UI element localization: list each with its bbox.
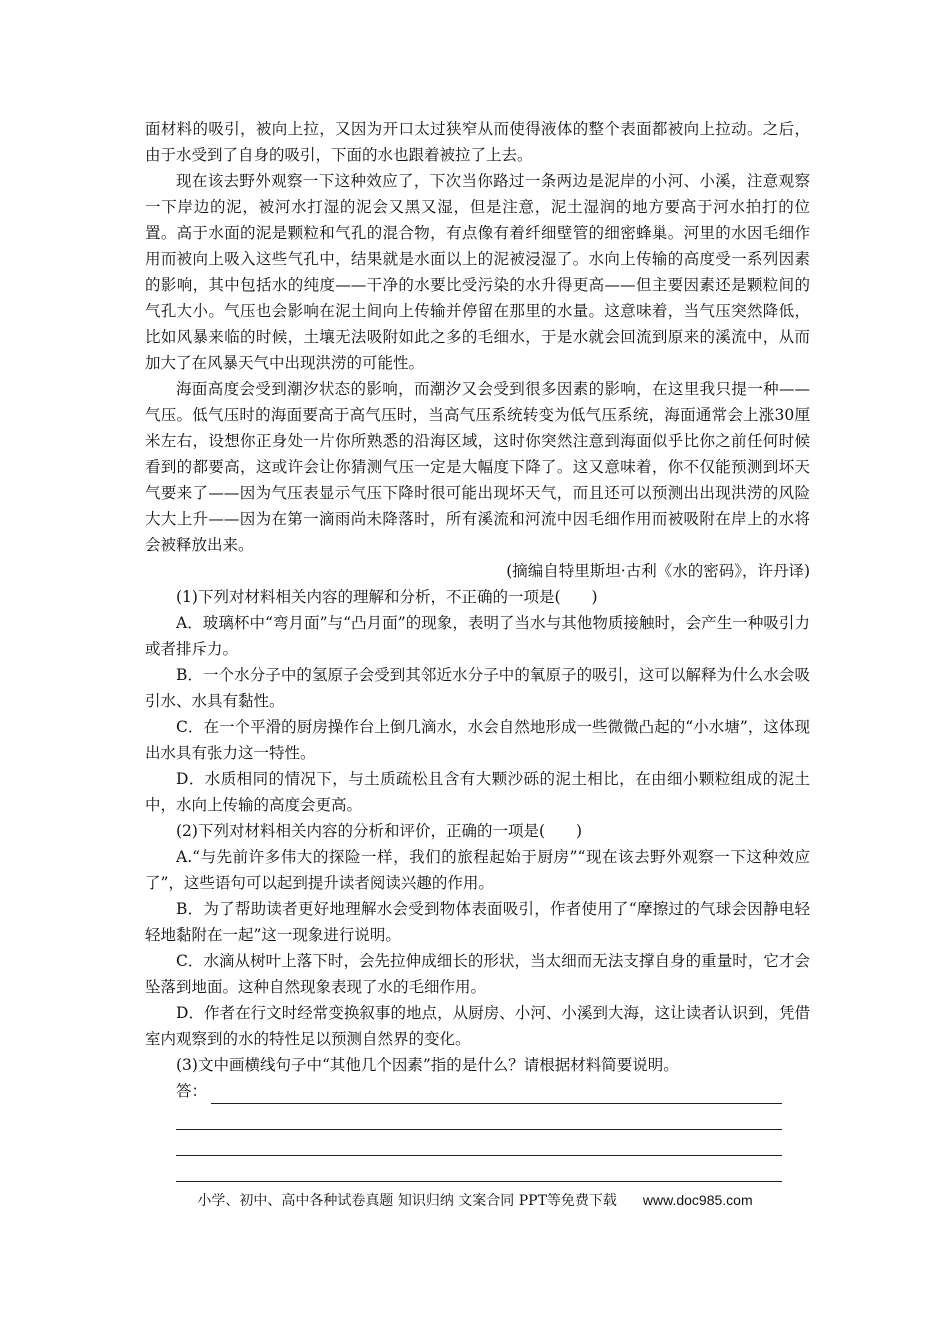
answer-underline bbox=[211, 1084, 782, 1104]
question-1-option-b: B．一个水分子中的氢原子会受到其邻近水分子中的氧原子的吸引，这可以解释为什么水会吸引水、水具有黏性。 bbox=[145, 666, 810, 710]
passage-paragraph-2: 现在该去野外观察一下这种效应了，下次当你路过一条两边是泥岸的小河、小溪，注意观察一下岸边的泥，被河水打湿的泥会又黑又湿，但是注意，泥土湿润的地方要高于河水拍打的位置。高于水面的泥是颗粒和气孔的混合物，有点像有着纤细壁管的细密蜂巢。河里的水因毛细作用而被向上吸入这些气孔中，结果就是水面以上的泥被浸湿了。水向上传输的高度受一系列因素的影响，其中包括水的纯度——干净的水要比受污染的水升得更高——但主要因素还是颗粒间的气孔大小。气压也会影响在泥土间向上传输并停留在那里的水量。这意味着，当气压突然降低，比如风暴来临的时候，土壤无法吸附如此之多的毛细水，于是水就会回流到原来的溪流中，从而加大了在风暴天气中出现洪涝的可能性。 bbox=[145, 172, 810, 372]
question-3-stem: (3)文中画横线句子中“其他几个因素”指的是什么？请根据材料简要说明。 bbox=[176, 1056, 679, 1074]
answer-line-1 bbox=[176, 1078, 810, 1104]
source-citation: (摘编自特里斯坦·古利《水的密码》，许丹译) bbox=[506, 562, 810, 580]
answer-label: 答： bbox=[176, 1082, 208, 1100]
footer-text: 小学、初中、高中各种试卷真题 知识归纳 文案合同 PPT等免费下载 bbox=[197, 1193, 617, 1209]
question-2-option-d: D．作者在行文时经常变换叙事的地点，从厨房、小河、小溪到大海，这让读者认识到，凭借室内观察到的水的特性足以预测自然界的变化。 bbox=[145, 1004, 810, 1048]
page-footer bbox=[0, 1190, 950, 1210]
question-1-stem: (1)下列对材料相关内容的理解和分析，不正确的一项是( ) bbox=[176, 588, 598, 606]
answer-line-2 bbox=[176, 1104, 782, 1130]
question-1-option-a: A．玻璃杯中“弯月面”与“凸月面”的现象，表明了当水与其他物质接触时，会产生一种吸引力或者排斥力。 bbox=[145, 614, 810, 658]
question-2-stem: (2)下列对材料相关内容的分析和评价，正确的一项是( ) bbox=[176, 822, 583, 840]
question-1-option-d: D．水质相同的情况下，与土质疏松且含有大颗沙砾的泥土相比，在由细小颗粒组成的泥土中，水向上传输的高度会更高。 bbox=[145, 770, 810, 814]
question-2-option-b: B．为了帮助读者更好地理解水会受到物体表面吸引，作者使用了“摩擦过的气球会因静电轻轻地黏附在一起”这一现象进行说明。 bbox=[145, 900, 810, 944]
answer-line-4 bbox=[176, 1156, 782, 1182]
question-2-option-a: A.“与先前许多伟大的探险一样，我们的旅程起始于厨房”“现在该去野外观察一下这种效应了”，这些语句可以起到提升读者阅读兴趣的作用。 bbox=[145, 848, 810, 892]
answer-line-3 bbox=[176, 1130, 782, 1156]
passage-paragraph-3: 海面高度会受到潮汐状态的影响，而潮汐又会受到很多因素的影响，在这里我只提一种——气压。低气压时的海面要高于高气压时，当高气压系统转变为低气压系统，海面通常会上涨30厘米左右，设想你正身处一片你所熟悉的沿海区域，这时你突然注意到海面似乎比你之前任何时候看到的都要高，这或许会让你猜测气压一定是大幅度下降了。这又意味着，你不仅能预测到坏天气要来了——因为气压表显示气压下降时很可能出现坏天气，而且还可以预测出出现洪涝的风险大大上升——因为在第一滴雨尚未降落时，所有溪流和河流中因毛细作用而被吸附在岸上的水将会被释放出来。 bbox=[145, 380, 810, 554]
passage-paragraph-1: 面材料的吸引，被向上拉，又因为开口太过狭窄从而使得液体的整个表面都被向上拉动。之后，由于水受到了自身的吸引，下面的水也跟着被拉了上去。 bbox=[145, 120, 810, 164]
question-2-option-c: C．水滴从树叶上落下时，会先拉伸成细长的形状，当太细而无法支撑自身的重量时，它才会坠落到地面。这种自然现象表现了水的毛细作用。 bbox=[145, 952, 810, 996]
footer-url: www.doc985.com bbox=[642, 1192, 753, 1208]
question-1-option-c: C．在一个平滑的厨房操作台上倒几滴水，水会自然地形成一些微微凸起的“小水塘”，这体现出水具有张力这一特性。 bbox=[145, 718, 810, 762]
page-content bbox=[145, 116, 810, 1182]
